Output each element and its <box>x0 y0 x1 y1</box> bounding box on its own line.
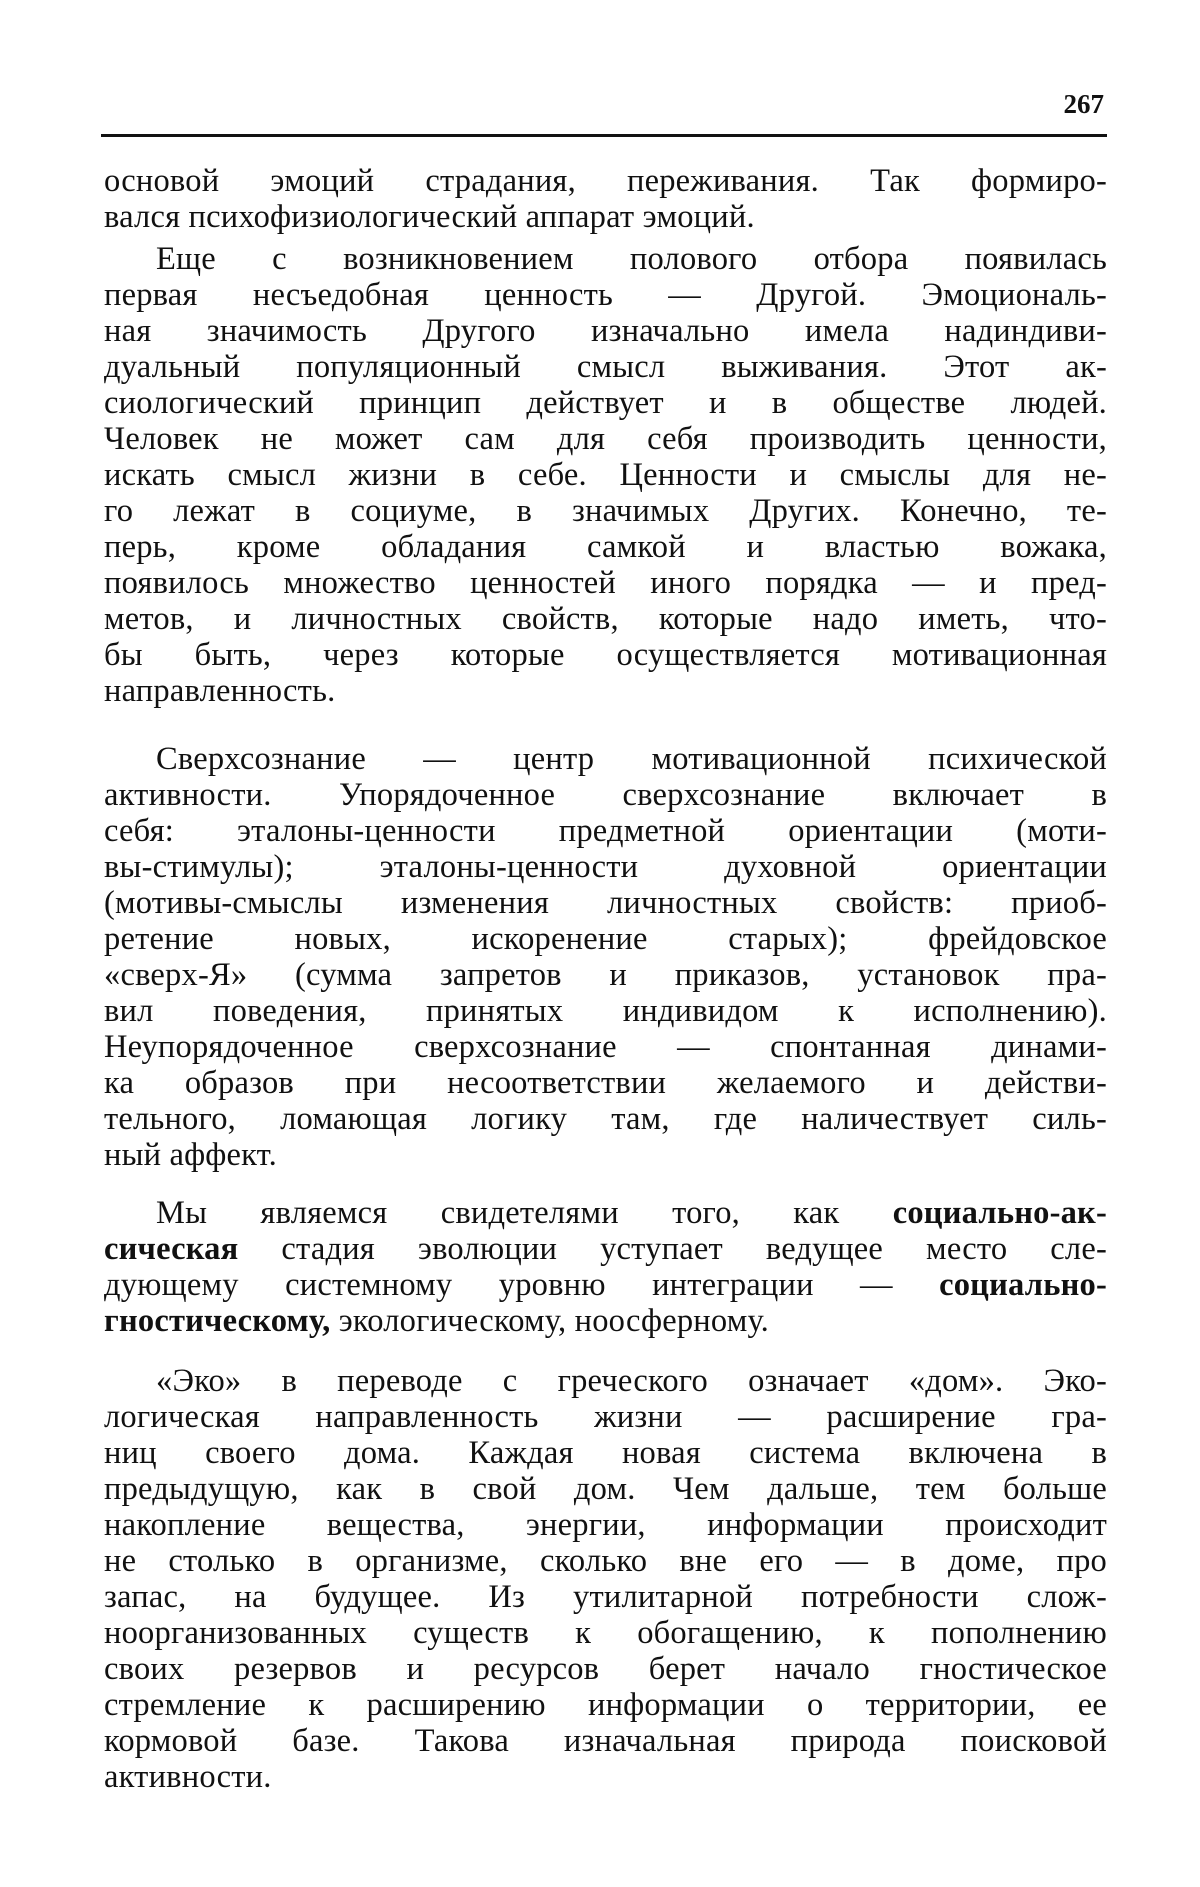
text-line: вался психофизиологический аппарат эмоций. <box>104 199 755 235</box>
text-segment: дующему системному уровню интеграции — <box>104 1267 940 1303</box>
bold-term: социально- <box>939 1267 1107 1303</box>
paragraph-first-line: Еще с возникновением полового отбора появилась <box>156 241 1107 277</box>
text-line <box>104 1266 1107 1304</box>
text-line: ка образов при несоответствии желаемого и действи- <box>104 1065 1107 1101</box>
text-line: ный аффект. <box>104 1137 277 1173</box>
text-line: первая несъедобная ценность — Другой. Эмоциональ- <box>104 277 1107 313</box>
text-line: появилось множество ценностей иного порядка — и пред- <box>104 565 1107 601</box>
text-line: тельного, ломающая логику там, где наличествует силь- <box>104 1101 1107 1137</box>
text-line: кормовой базе. Такова изначальная природа поисковой <box>104 1723 1107 1759</box>
text-line: ная значимость Другого изначально имела надиндиви- <box>104 313 1107 349</box>
text-line: вы-стимулы); эталоны-ценности духовной ориентации <box>104 849 1107 885</box>
text-line <box>104 1230 1107 1268</box>
paragraph-first-line: Сверхсознание — центр мотивационной психической <box>156 741 1107 777</box>
text-line: го лежат в социуме, в значимых Других. Конечно, те- <box>104 493 1107 529</box>
text-line: ниц своего дома. Каждая новая система включена в <box>104 1435 1107 1471</box>
text-line: не столько в организме, сколько вне его — в доме, про <box>104 1543 1107 1579</box>
text-line: ноорганизованных существ к обогащению, к пополнению <box>104 1615 1107 1651</box>
paragraph-first-line: «Эко» в переводе с греческого означает «дом». Эко- <box>156 1363 1107 1399</box>
text-line: логическая направленность жизни — расширение гра- <box>104 1399 1107 1435</box>
text-line: активности. <box>104 1759 272 1795</box>
text-line: основой эмоций страдания, переживания. Так формиро- <box>104 163 1107 199</box>
text-line: бы быть, через которые осуществляется мотивационная <box>104 637 1107 673</box>
text-line: ретение новых, искоренение старых); фрейдовское <box>104 921 1107 957</box>
text-line: направленность. <box>104 673 336 709</box>
text-line: накопление вещества, энергии, информации происходит <box>104 1507 1107 1543</box>
text-line: Человек не может сам для себя производить ценности, <box>104 421 1107 457</box>
text-line: дуальный популяционный смысл выживания. Этот ак- <box>104 349 1107 385</box>
text-segment: Мы являемся свидетелями того, как <box>156 1195 893 1231</box>
text-line: вил поведения, принятых индивидом к исполнению). <box>104 993 1107 1029</box>
text-line: запас, на будущее. Из утилитарной потребности слож- <box>104 1579 1107 1615</box>
text-line: стремление к расширению информации о территории, ее <box>104 1687 1107 1723</box>
text-line: перь, кроме обладания самкой и властью вожака, <box>104 529 1107 565</box>
bold-term: социально-ак- <box>892 1195 1107 1231</box>
text-line: Неупорядоченное сверхсознание — спонтанная динами- <box>104 1029 1107 1065</box>
text-line <box>104 1302 1107 1340</box>
text-line: метов, и личностных свойств, которые надо иметь, что- <box>104 601 1107 637</box>
text-line: активности. Упорядоченное сверхсознание включает в <box>104 777 1107 813</box>
text-line: (мотивы-смыслы изменения личностных свойств: приоб- <box>104 885 1107 921</box>
paragraph-first-line <box>156 1194 1107 1232</box>
text-line: предыдущую, как в свой дом. Чем дальше, тем больше <box>104 1471 1107 1507</box>
header-rule <box>101 134 1107 137</box>
page-number: 267 <box>1063 89 1104 119</box>
bold-term: сическая <box>104 1231 239 1267</box>
text-line: своих резервов и ресурсов берет начало гностическое <box>104 1651 1107 1687</box>
text-segment: экологическому, ноосферному. <box>330 1303 770 1339</box>
text-segment: стадия эволюции уступает ведущее место сле- <box>238 1231 1107 1267</box>
text-line: себя: эталоны-ценности предметной ориентации (моти- <box>104 813 1107 849</box>
text-line: «сверх-Я» (сумма запретов и приказов, установок пра- <box>104 957 1107 993</box>
text-line: искать смысл жизни в себе. Ценности и смыслы для не- <box>104 457 1107 493</box>
bold-term: гностическому, <box>104 1303 331 1339</box>
text-line: сиологический принцип действует и в обществе людей. <box>104 385 1107 421</box>
